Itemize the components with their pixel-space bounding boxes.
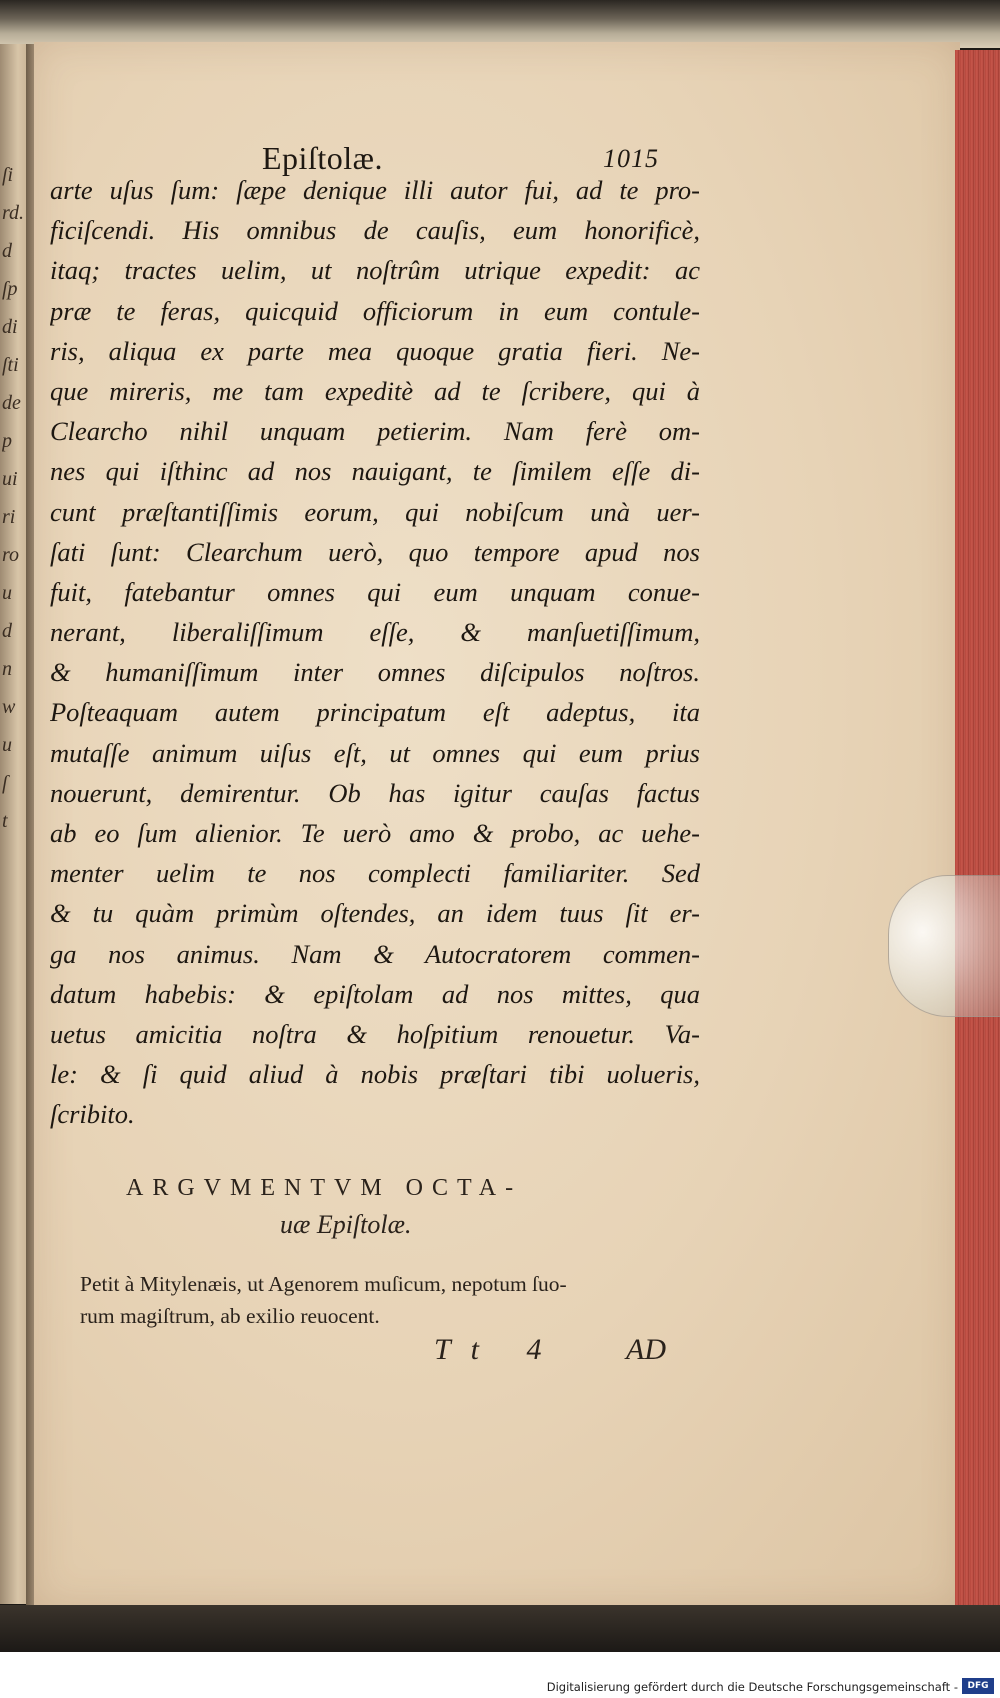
- text-line: ga nos animus. Nam & Autocratorem commen-: [50, 938, 700, 969]
- footer-credit: Digitalisierung gefördert durch die Deutsche Forschungsgemeinschaft -: [546, 1680, 958, 1694]
- text-line: mutaſſe animum uiſus eſt, ut omnes qui eum prius: [50, 737, 700, 768]
- left-page-fragment: ri: [2, 506, 16, 528]
- text-line: cunt præſtantiſſimis eorum, qui nobiſcum unà uer-: [50, 496, 700, 527]
- argument-heading-continuation: uæ Epiſtolæ.: [280, 1210, 412, 1239]
- text-line: que mireris, me tam expeditè ad te ſcribere, qui à: [50, 375, 700, 406]
- left-page-fragment: de: [2, 392, 21, 414]
- bottom-board: [0, 1605, 1000, 1652]
- summary-line: rum magiſtrum, ab exilio reuocent.: [80, 1304, 380, 1328]
- left-page-fragment: n: [2, 658, 12, 680]
- text-line: ris, aliqua ex parte mea quoque gratia fieri. Ne-: [50, 335, 700, 366]
- page-number: 1015: [603, 144, 659, 173]
- left-page-fragment: ſti: [2, 354, 19, 376]
- text-line: arte uſus ſum: ſæpe denique illi autor fui, ad te pro-: [50, 175, 700, 205]
- body-text: [50, 170, 700, 1135]
- left-page-fragment: d: [2, 240, 12, 262]
- text-line: præ te feras, quicquid officiorum in eum contule-: [50, 295, 700, 326]
- argument-heading: ARGVMENTVM OCTA-: [126, 1175, 523, 1201]
- text-line: datum habebis: & epiſtolam ad nos mittes, qua: [50, 978, 700, 1009]
- text-line: le: & ſi quid aliud à nobis præſtari tibi uolueris,: [50, 1059, 700, 1090]
- catchword: AD: [626, 1333, 666, 1366]
- left-page-fragment: ſi: [2, 164, 14, 186]
- left-page-fragment: di: [2, 316, 18, 338]
- book-clip: [888, 875, 1000, 1017]
- text-line: ſati ſunt: Clearchum uerò, quo tempore apud nos: [50, 536, 700, 567]
- text-line: nerant, liberaliſſimum eſſe, & manſuetiſſimum,: [50, 617, 700, 648]
- signature-mark: Tt 4: [434, 1333, 562, 1366]
- left-page-fragment: ro: [2, 544, 20, 566]
- text-line: nouerunt, demirentur. Ob has igitur cauſas factus: [50, 777, 700, 808]
- running-header: Epiſtolæ.: [262, 140, 383, 176]
- text-line: fuit, fatebantur omnes qui eum unquam conue-: [50, 576, 700, 607]
- top-board: [0, 0, 1000, 48]
- left-page-fragment: rd.: [2, 202, 25, 224]
- left-page-fragment: u: [2, 582, 12, 604]
- argument-summary: [80, 1268, 710, 1332]
- text-line: Clearcho nihil unquam petierim. Nam ferè om-: [50, 416, 700, 447]
- text-line: nes qui iſthinc ad nos nauigant, te ſimilem eſſe di-: [50, 456, 700, 487]
- left-page-fragment: ſp: [2, 278, 18, 300]
- text-line: itaq; tractes uelim, ut noſtrûm utrique expedit: ac: [50, 255, 700, 286]
- left-page-fragment: w: [2, 696, 16, 718]
- left-page-fragment: d: [2, 620, 12, 642]
- text-line: ab eo ſum alienior. Te uerò amo & probo, ac uehe-: [50, 818, 700, 848]
- left-page-fragment: t: [2, 810, 8, 832]
- text-line: ſcribito.: [50, 1099, 135, 1130]
- left-page-fragment: u: [2, 734, 12, 756]
- dfg-logo: DFG: [962, 1678, 994, 1694]
- text-line: & tu quàm primùm oſtendes, an idem tuus ſit er-: [50, 898, 700, 929]
- text-line: Poſteaquam autem principatum eſt adeptus, ita: [50, 697, 700, 728]
- summary-line: Petit à Mitylenæis, ut Agenorem muſicum, nepotum ſuo-: [80, 1272, 567, 1296]
- text-line: uetus amicitia noſtra & hoſpitium renouetur. Va-: [50, 1018, 700, 1049]
- left-page-fragment: p: [2, 430, 12, 452]
- text-line: ficiſcendi. His omnibus de cauſis, eum honorificè,: [50, 215, 700, 246]
- left-page-fragment: ui: [2, 468, 18, 490]
- left-page-fragment: ſ: [2, 772, 8, 794]
- red-page-edge: [955, 50, 1000, 1605]
- text-line: & humaniſſimum inter omnes diſcipulos noſtros.: [50, 657, 700, 688]
- text-line: menter uelim te nos complecti familiariter. Sed: [50, 858, 700, 889]
